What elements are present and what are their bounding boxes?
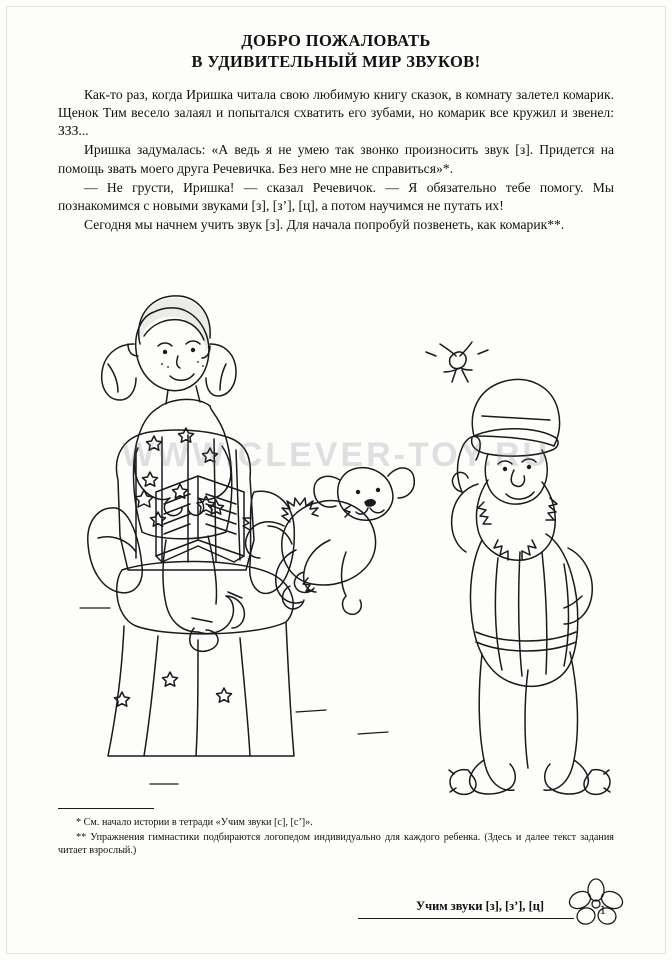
illustration <box>58 240 614 800</box>
paragraph-3: — Не грусти, Иришка! — сказал Речевичок. — Я обязательно тебе помогу. Мы познакомимся с новыми звуками [з], [з’], [ц], а потом научимся не путать их! <box>58 179 614 213</box>
watermark-text: WWW.CLEVER-TOY.RU <box>121 435 551 474</box>
page-title <box>58 30 614 72</box>
page-number: 1 <box>599 902 606 917</box>
footnote-separator <box>58 808 154 809</box>
series-label: Учим звуки [з], [з’], [ц] <box>416 899 544 913</box>
page-content <box>58 30 614 860</box>
page-title-line-1: ДОБРО ПОЖАЛОВАТЬ <box>241 31 431 50</box>
paragraph-1: Как-то раз, когда Иришка читала свою любимую книгу сказок, в комнату залетел комарик. Щенок Тим весело залаял и попытался схватить его зубами, но комарик все кружил и звенел: ЗЗЗ... <box>58 87 614 139</box>
page-footer <box>58 880 630 934</box>
footnote-1: * См. начало истории в тетради «Учим звуки [с], [с’]». <box>76 816 313 828</box>
paragraph-2: Иришка задумалась: «А ведь я не умею так звонко произносить звук [з]. Придется на помощь звать моего друга Речевичка. Без него мне не справиться»*. <box>58 142 614 176</box>
page-title-line-2: В УДИВИТЕЛЬНЫЙ МИР ЗВУКОВ! <box>191 52 481 72</box>
footer-rule <box>358 918 574 919</box>
footnote-2: ** Упражнения гимнастики подбираются логопедом индивидуально для каждого ребенка. (Здесь и далее текст задания читает взрослый.) <box>58 832 614 857</box>
flower-icon <box>564 878 628 928</box>
illustration-drawing <box>58 240 614 800</box>
paragraph-4: Сегодня мы начнем учить звук [з]. Для начала попробуй позвенеть, как комарик**. <box>84 216 565 232</box>
